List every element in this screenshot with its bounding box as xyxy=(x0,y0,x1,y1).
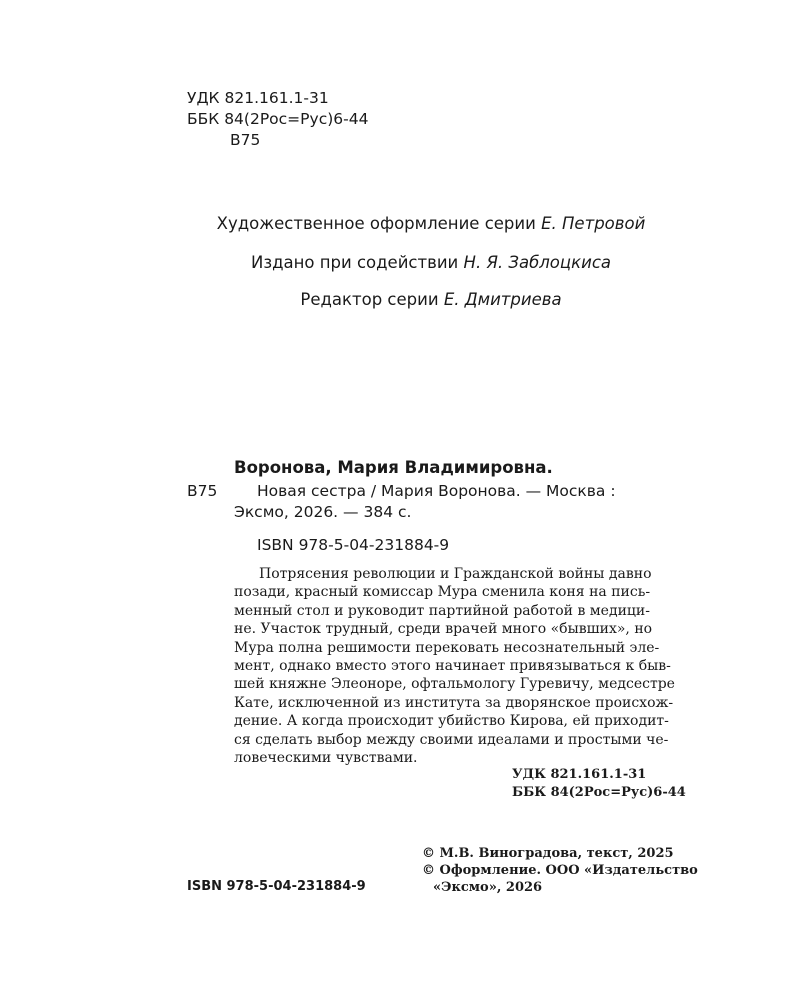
credit-editor xyxy=(0,289,800,311)
credit-design xyxy=(0,213,800,235)
annotation-line: менный стол и руководит партийной работой в медици- xyxy=(234,602,650,619)
catalog-title-line: Новая сестра / Мария Воронова. — Москва : xyxy=(257,482,616,500)
annotation-line: ся сделать выбор между своими идеалами и простыми че- xyxy=(234,731,669,748)
annotation xyxy=(234,565,675,767)
annotation-line: не. Участок трудный, среди врачей много «бывших», но xyxy=(234,621,653,638)
copyright-text: © М.В. Виноградова, текст, 2025 xyxy=(422,846,674,861)
catalog-udk: УДК 821.161.1-31 xyxy=(512,767,647,782)
catalog-author: Воронова, Мария Владимировна. xyxy=(234,458,553,477)
annotation-line: ловеческими чувствами. xyxy=(234,750,418,767)
credit-assistance xyxy=(0,252,800,274)
catalog-bbk: ББК 84(2Рос=Рус)6-44 xyxy=(512,785,686,800)
annotation-line: позади, красный комиссар Мура сменила коня на пись- xyxy=(234,584,651,601)
credit-editor-label: Редактор серии xyxy=(300,290,439,309)
credit-assistance-name: Н. Я. Заблоцкиса xyxy=(463,253,612,272)
footer-isbn: ISBN 978-5-04-231884-9 xyxy=(187,879,366,894)
copyright-design-cont: «Эксмо», 2026 xyxy=(433,880,543,895)
catalog-author-mark: В75 xyxy=(187,482,218,500)
copyright-design: © Оформление. ООО «Издательство xyxy=(422,863,698,878)
udk-code: УДК 821.161.1-31 xyxy=(187,89,329,107)
catalog-publisher-line: Эксмо, 2026. — 384 с. xyxy=(234,503,412,521)
annotation-line: мент, однако вместо этого начинает привязываться к быв- xyxy=(234,658,671,675)
annotation-line: Кате, исключенной из института за дворянское происхож- xyxy=(234,694,674,711)
annotation-line: Мура полна решимости перековать несознательный эле- xyxy=(234,639,660,656)
catalog-isbn: ISBN 978-5-04-231884-9 xyxy=(257,536,450,554)
annotation-line: Потрясения революции и Гражданской войны давно xyxy=(259,566,652,582)
credit-editor-name: Е. Дмитриева xyxy=(443,290,562,309)
credit-design-label: Художественное оформление серии xyxy=(216,214,536,233)
credit-design-name: Е. Петровой xyxy=(541,214,646,233)
annotation-line: шей княжне Элеоноре, офтальмологу Гуревичу, медсестре xyxy=(234,676,675,693)
credit-assistance-label: Издано при содействии xyxy=(250,253,459,272)
author-mark: В75 xyxy=(230,131,261,149)
annotation-line: дение. А когда происходит убийство Кирова, ей приходит- xyxy=(234,713,669,730)
bbk-code: ББК 84(2Рос=Рус)6-44 xyxy=(187,110,369,128)
